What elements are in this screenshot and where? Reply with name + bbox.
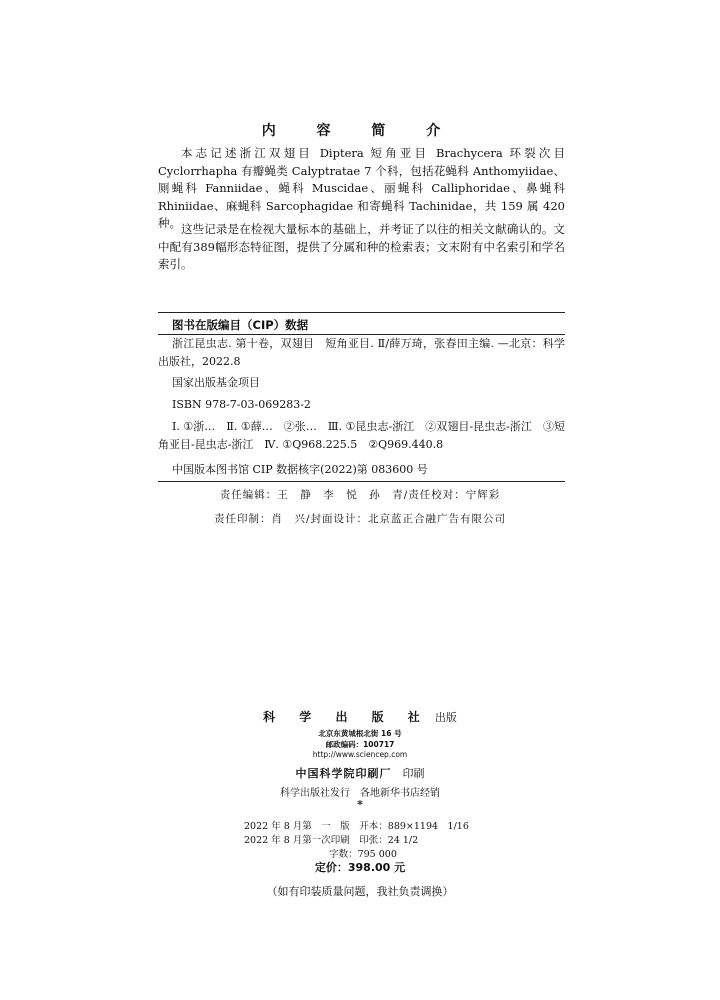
cip-classification-line: Ⅰ. ①浙… Ⅱ. ①薛… ②张… Ⅲ. ①昆虫志-浙江 ②双翅目-昆虫志-浙江 ③短角亚目-昆虫志-浙江 Ⅳ. ①Q968.225.5 ②Q969.440.8 bbox=[158, 420, 565, 451]
cip-fund-line: 国家出版基金项目 bbox=[172, 376, 260, 389]
cip-bottom-rule bbox=[158, 481, 565, 482]
printer-line bbox=[0, 762, 720, 781]
price: 定价：398.00 元 bbox=[314, 861, 406, 874]
cip-isbn-line: ISBN 978-7-03-069283-2 bbox=[172, 398, 311, 411]
printer-suffix: 印刷 bbox=[402, 767, 425, 780]
publisher-name: 科 学 出 版 社 bbox=[263, 710, 430, 724]
cip-title-line: 浙江昆虫志. 第十卷，双翅目 短角亚目. Ⅱ/薛万琦，张春田主编. —北京：科学出版社，2022.8 bbox=[158, 337, 565, 368]
summary-title: 内 容 简 介 bbox=[261, 123, 459, 139]
word-count: 字数：795 000 bbox=[329, 849, 397, 860]
summary-paragraph-1: 本志记述浙江双翅目 Diptera 短角亚目 Brachycera 环裂次目 Cyclorrhapha 有瓣蝇类 Calyptratae 7 个科，包括花蝇科 Anthomyiidae、厕蝇科 Fanniidae、蝇科 Muscidae、丽蝇科 Calliphoridae、鼻蝇科 Rhiniidae、麻蝇科 Sarcophagidae 和寄蝇科 Tachinidae，共 159 属 420 种。 bbox=[158, 146, 565, 230]
publisher-address: 北京东黄城根北街 16 号 bbox=[318, 729, 402, 738]
printer-name: 中国科学院印刷厂 bbox=[295, 767, 392, 780]
staff-editors: 责任编辑：王 静 李 悦 孙 青/责任校对：宁辉彩 bbox=[219, 489, 501, 501]
staff-production: 责任印制：肖 兴/封面设计：北京蓝正合融广告有限公司 bbox=[213, 513, 507, 525]
publisher-suffix: 出版 bbox=[434, 711, 457, 724]
cip-number-line: 中国版本图书馆 CIP 数据核字(2022)第 083600 号 bbox=[172, 463, 428, 476]
publisher-line bbox=[0, 706, 720, 725]
quality-notice: （如有印装质量问题，我社负责调换） bbox=[266, 885, 454, 898]
cip-heading: 图书在版编目（CIP）数据 bbox=[172, 318, 309, 332]
publisher-url: http://www.sciencep.com bbox=[312, 750, 408, 759]
summary-paragraph-2: 这些记录是在检视大量标本的基础上，并考证了以往的相关文献确认的。文中配有389幅形态特征图，提供了分属和种的检索表；文末附有中名索引和学名索引。 bbox=[158, 222, 565, 271]
cip-top-rule bbox=[158, 312, 565, 313]
separator-star: * bbox=[357, 798, 363, 811]
printing-line: 2022 年 8 月第一次印刷 印张：24 1/2 bbox=[244, 835, 419, 846]
publisher-postcode: 邮政编码：100717 bbox=[325, 740, 395, 749]
edition-line: 2022 年 8 月第 一 版 开本：889×1194 1/16 bbox=[244, 821, 469, 832]
distribution-line: 科学出版社发行 各地新华书店经销 bbox=[280, 788, 440, 799]
